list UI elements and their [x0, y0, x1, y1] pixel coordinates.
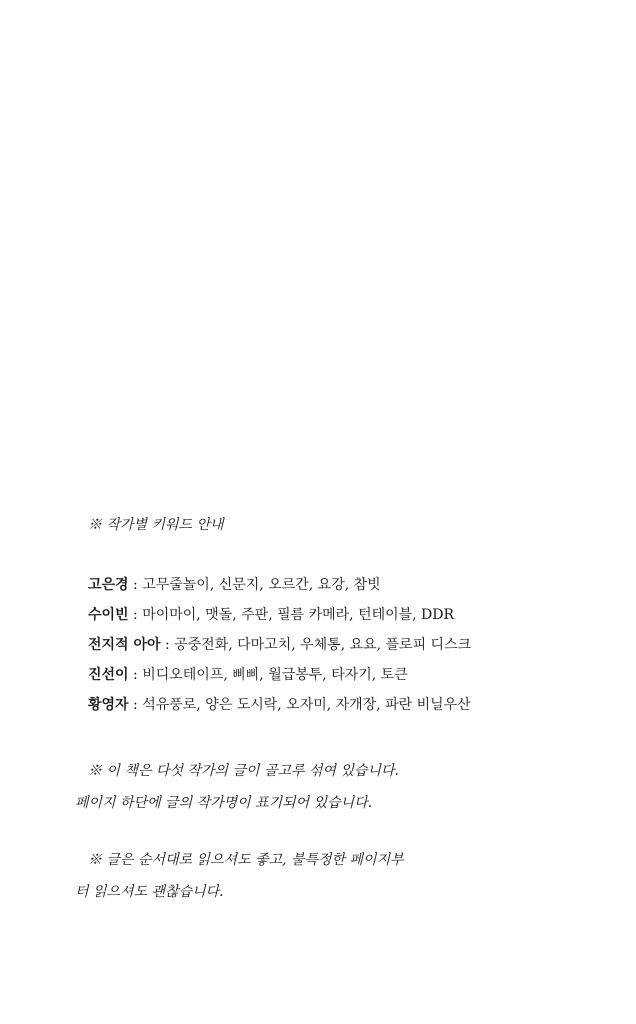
- keyword-words: 석유풍로, 양은 도시락, 오자미, 자개장, 파란 비닐우산: [142, 697, 471, 713]
- keyword-entry: [88, 570, 471, 600]
- keyword-words: 비디오테이프, 삐삐, 월급봉투, 타자기, 토큰: [142, 667, 408, 683]
- keyword-entry: [88, 600, 471, 630]
- author-name: 고은경: [88, 577, 129, 593]
- separator: :: [128, 577, 143, 593]
- note-line: 터 읽으셔도 괜찮습니다.: [75, 884, 224, 900]
- separator: :: [160, 637, 175, 653]
- keyword-guide-heading: ※ 작가별 키워드 안내: [88, 517, 224, 533]
- keyword-words: 공중전화, 다마고치, 우체통, 요요, 플로피 디스크: [174, 637, 472, 653]
- note-line: ※ 글은 순서대로 읽으셔도 좋고, 불특정한 페이지부: [88, 852, 404, 868]
- separator: :: [128, 697, 143, 713]
- keyword-words: 마이마이, 맷돌, 주판, 필름 카메라, 턴테이블, DDR: [142, 607, 455, 623]
- keyword-entry: [88, 660, 471, 690]
- note-line: 페이지 하단에 글의 작가명이 표기되어 있습니다.: [75, 795, 373, 811]
- mixed-authors-note: [75, 755, 399, 819]
- keyword-words: 고무줄놀이, 신문지, 오르간, 요강, 참빗: [142, 577, 381, 593]
- author-keyword-list: [88, 570, 471, 720]
- separator: :: [128, 607, 143, 623]
- separator: :: [128, 667, 143, 683]
- author-name: 수이빈: [88, 607, 129, 623]
- author-name: 진선이: [88, 667, 129, 683]
- keyword-entry: [88, 630, 471, 660]
- author-name: 전지적 아아: [88, 637, 161, 653]
- author-name: 황영자: [88, 697, 129, 713]
- keyword-entry: [88, 690, 471, 720]
- reading-order-note: [75, 844, 404, 908]
- note-line: ※ 이 책은 다섯 작가의 글이 골고루 섞여 있습니다.: [88, 763, 400, 779]
